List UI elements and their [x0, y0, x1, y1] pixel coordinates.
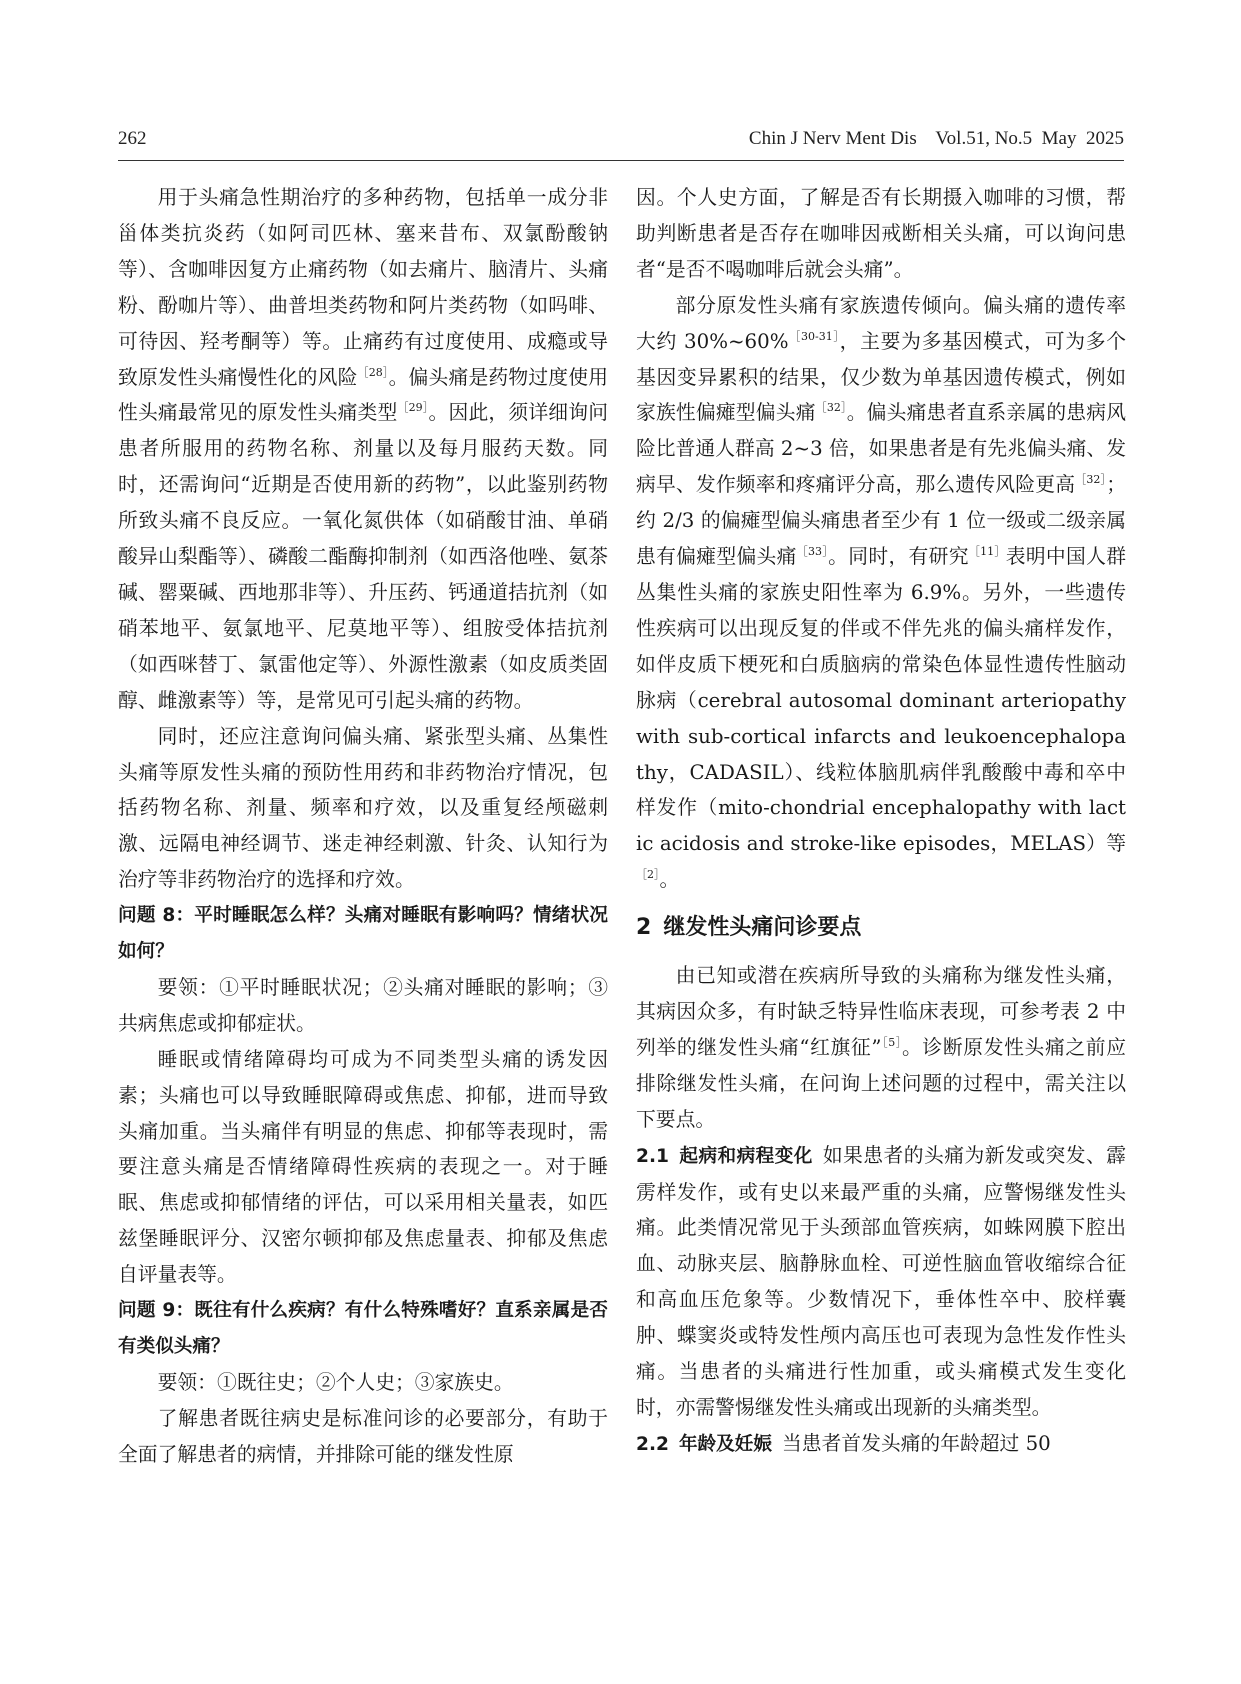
- paragraph-secondary-intro: 由已知或潜在疾病所导致的头痛称为继发性头痛，其病因众多，有时缺乏特异性临床表现，可参考表 2 中列举的继发性头痛“红旗征”$^{[5]}$。诊断原发性头痛之前应排除继发性头痛，在问询上述问题的过程中，需关注以下要点。: [636, 964, 1126, 1131]
- paragraph-preventive-treatment: 同时，还应注意询问偏头痛、紧张型头痛、丛集性头痛等原发性头痛的预防性用药和非药物治疗情况，包括药物名称、剂量、频率和疗效，以及重复经颅磁刺激、远隔电神经调节、迷走神经刺激、针灸、认知行为治疗等非药物治疗的选择和疗效。: [118, 724, 608, 892]
- citation-ref: ［30-31］: [788, 329, 840, 343]
- citation-ref: ［29］: [397, 401, 429, 415]
- citation-ref: ［32］: [815, 401, 847, 415]
- question-9-heading: 问题 9：既往有什么疾病？有什么特殊嗜好？直系亲属是否有类似头痛？: [118, 1300, 608, 1357]
- paragraph-past-history: 了解患者既往病史是标准问诊的必要部分，有助于全面了解患者的病情，并排除可能的继发性原: [118, 1406, 608, 1466]
- question-9-points: 要领：①既往史；②个人史；③家族史。: [157, 1370, 514, 1394]
- citation-ref: ［28］: [357, 365, 389, 379]
- right-column: [636, 180, 1126, 1463]
- citation-ref: ［32］: [1075, 473, 1107, 487]
- subsection-title: 起病和病程变化: [678, 1145, 813, 1167]
- question-8-heading: 问题 8：平时睡眠怎么样？头痛对睡眠有影响吗？情绪状况如何？: [118, 905, 608, 963]
- header-rule: [118, 160, 1124, 161]
- citation-ref: ［5］: [881, 1035, 903, 1049]
- section-2-heading: [636, 910, 1126, 946]
- journal-citation: Chin J Nerv Ment Dis Vol.51, No.5 May 2025: [748, 128, 1124, 149]
- citation-ref: ［2］: [636, 868, 660, 882]
- citation-ref: ［33］: [796, 545, 829, 559]
- page-number: 262: [118, 128, 147, 149]
- subsection-title: 年龄及妊娠: [678, 1433, 772, 1455]
- subsection-number: 2.2: [636, 1433, 669, 1455]
- question-8-points: 要领：①平时睡眠状况；②头痛对睡眠的影响；③共病焦虑或抑郁症状。: [118, 975, 608, 1035]
- section-number: 2: [636, 915, 652, 941]
- citation-ref: ［11］: [968, 545, 1006, 559]
- running-header: [118, 128, 1124, 158]
- subsection-2-2: 2.2 年龄及妊娠 当患者首发头痛的年龄超过 50: [636, 1431, 1051, 1455]
- subsection-number: 2.1: [636, 1145, 669, 1167]
- section-title: 继发性头痛问诊要点: [663, 915, 862, 941]
- paragraph-medications: 用于头痛急性期治疗的多种药物，包括单一成分非甾体类抗炎药（如阿司匹林、塞来昔布、双氯酚酸钠等）、含咖啡因复方止痛药物（如去痛片、脑清片、头痛粉、酚咖片等）、曲普坦类药物和阿片类药物（如吗啡、可待因、羟考酮等）等。止痛药有过度使用、成瘾或导致原发性头痛慢性化的风险$^{[28]}$。偏头痛是药物过度使用性头痛最常见的原发性头痛类型$^{[29]}$。因此，须详细询问患者所服用的药物名称、剂量以及每月服药天数。同时，还需询问“近期是否使用新的药物”，以此鉴别药物所致头痛不良反应。一氧化氮供体（如硝酸甘油、单硝酸异山梨酯等）、磷酸二酯酶抑制剂（如西洛他唑、氨茶碱、罂粟碱、西地那非等）、升压药、钙通道拮抗剂（如硝苯地平、氨氯地平、尼莫地平等）、组胺受体拮抗剂（如西咪替丁、氯雷他定等）、外源性激素（如皮质类固醇、雌激素等）等，是常见可引起头痛的药物。: [118, 186, 608, 712]
- left-column: [118, 180, 608, 1473]
- paragraph-personal-history: 因。个人史方面，了解是否有长期摄入咖啡的习惯，帮助判断患者是否存在咖啡因戒断相关头痛，可以询问患者“是否不喝咖啡后就会头痛”。: [636, 186, 1126, 281]
- paragraph-family-history: 部分原发性头痛有家族遗传倾向。偏头痛的遗传率大约 30%~60%$^{[30-31]}$，主要为多基因模式，可为多个基因变异累积的结果，仅少数为单基因遗传模式，例如家族性偏瘫型偏头痛$^{[32]}$。偏头痛患者直系亲属的患病风险比普通人群高 2~3 倍，如果患者是有先兆偏头痛、发病早、发作频率和疼痛评分高，那么遗传风险更高$^{[32]}$；约 2/3 的偏瘫型偏头痛患者至少有 1 位一级或二级亲属患有偏瘫型偏头痛$^{[33]}$。同时，有研究$^{[11]}$表明中国人群丛集性头痛的家族史阳性率为 6.9%。另外，一些遗传性疾病可以出现反复的伴或不伴先兆的偏头痛样发作，如伴皮质下梗死和白质脑病的常染色体显性遗传性脑动脉病（cerebral autosomal dominant arteriopathy with sub-cortical infarcts and leukoencephalopathy，CADASIL）、线粒体脑肌病伴乳酸酸中毒和卒中样发作（mito-chondrial encephalopathy with lactic acidosis and stroke-like episodes，MELAS）等$^{[2]}$。: [636, 293, 1126, 892]
- paragraph-sleep-mood: 睡眠或情绪障碍均可成为不同类型头痛的诱发因素；头痛也可以导致睡眠障碍或焦虑、抑郁，进而导致头痛加重。当头痛伴有明显的焦虑、抑郁等表现时，需要注意头痛是否情绪障碍性疾病的表现之一。对于睡眠、焦虑或抑郁情绪的评估，可以采用相关量表，如匹兹堡睡眠评分、汉密尔顿抑郁及焦虑量表、抑郁及焦虑自评量表等。: [118, 1047, 608, 1287]
- subsection-2-1: 2.1 起病和病程变化 如果患者的头痛为新发或突发、霹雳样发作，或有史以来最严重的头痛，应警惕继发性头痛。此类情况常见于头颈部血管疾病，如蛛网膜下腔出血、动脉夹层、脑静脉血栓、可逆性脑血管收缩综合征和高血压危象等。少数情况下，垂体性卒中、胶样囊肿、蝶窦炎或特发性颅内高压也可表现为急性发作性头痛。当患者的头痛进行性加重，或头痛模式发生变化时，亦需警惕继发性头痛或出现新的头痛类型。: [636, 1143, 1126, 1419]
